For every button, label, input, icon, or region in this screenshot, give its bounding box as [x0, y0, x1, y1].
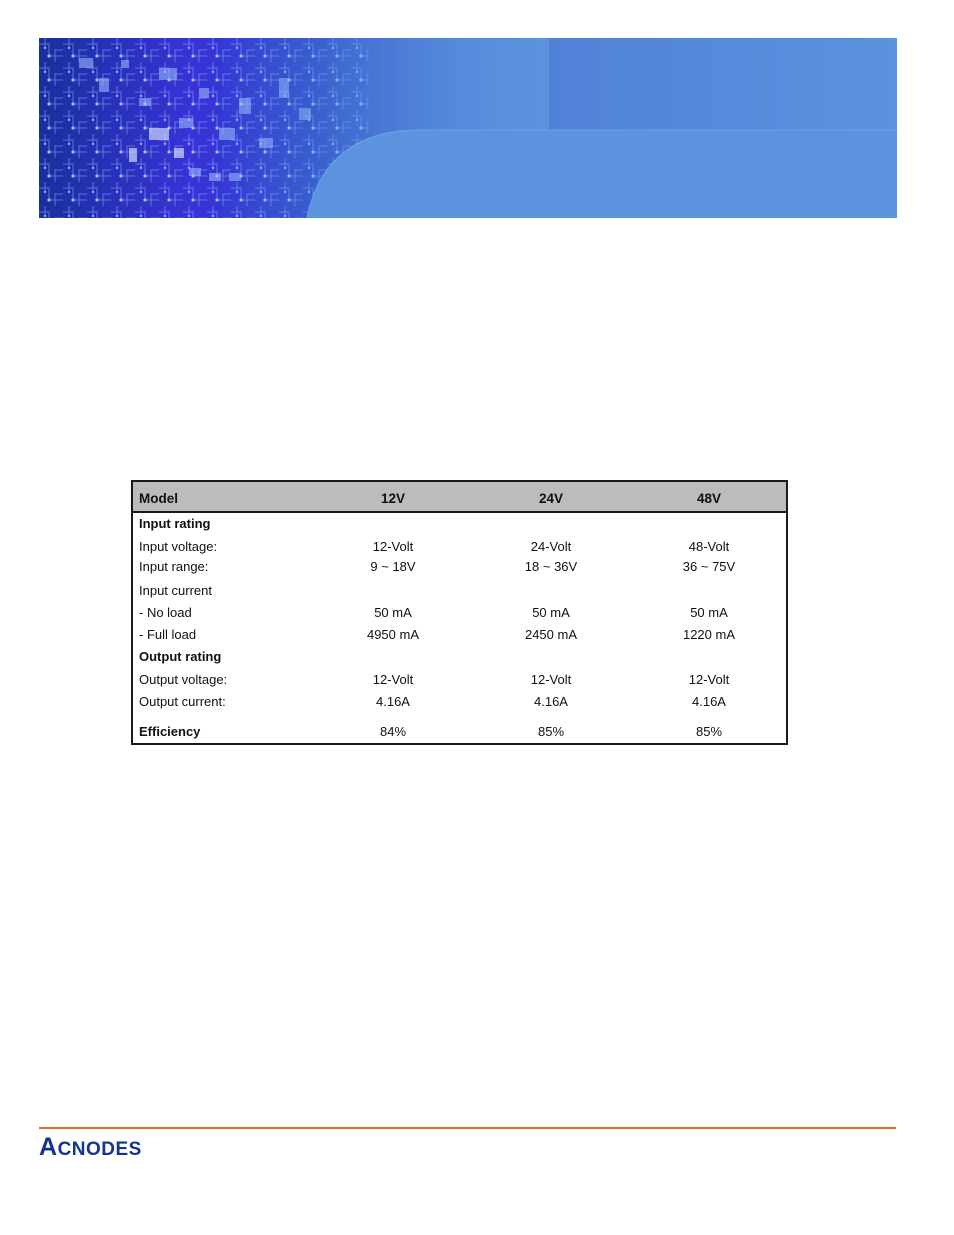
cell-24v: 12-Volt — [530, 672, 572, 687]
cell-48v: 50 mA — [690, 605, 728, 620]
cell-12v: 12-Volt — [372, 672, 414, 687]
header-24v: 24V — [538, 491, 564, 506]
cell-12v: 12-Volt — [372, 539, 414, 554]
table-row-input-current — [133, 583, 786, 601]
cell-12v: 4.16A — [376, 694, 410, 709]
table-row-no-load — [133, 605, 786, 623]
header-12v: 12V — [380, 491, 406, 506]
row-label: Input voltage: — [139, 539, 218, 554]
cell-24v: 85% — [537, 724, 565, 739]
logo-wordmark: CNODES — [57, 1139, 142, 1160]
cell-12v: 84% — [379, 724, 407, 739]
row-label: Input current — [139, 583, 212, 598]
cell-48v: 85% — [695, 724, 723, 739]
row-label: Input range: — [139, 559, 209, 574]
header-banner — [39, 38, 897, 218]
footer-divider — [39, 1127, 896, 1129]
cell-48v: 4.16A — [692, 694, 726, 709]
cell-24v: 4.16A — [534, 694, 568, 709]
row-label: Input rating — [139, 516, 211, 531]
cell-12v: 9 ~ 18V — [370, 559, 416, 574]
cell-24v: 24-Volt — [530, 539, 572, 554]
header-model: Model — [139, 491, 178, 506]
table-row-input-range — [133, 559, 786, 577]
circuit-board-graphic — [39, 38, 897, 218]
cell-12v: 50 mA — [374, 605, 412, 620]
cell-12v: 4950 mA — [366, 627, 420, 642]
cell-24v: 18 ~ 36V — [524, 559, 578, 574]
row-label: - Full load — [139, 627, 197, 642]
row-label: - No load — [139, 605, 192, 620]
cell-24v: 50 mA — [532, 605, 570, 620]
cell-48v: 12-Volt — [688, 672, 730, 687]
logo-initial: A — [39, 1133, 58, 1161]
cell-24v: 2450 mA — [524, 627, 578, 642]
table-header-row — [133, 482, 786, 513]
cell-48v: 1220 mA — [682, 627, 736, 642]
header-48v: 48V — [696, 491, 722, 506]
table-row-full-load — [133, 627, 786, 645]
table-row-efficiency — [133, 724, 786, 742]
table-row-output-voltage — [133, 672, 786, 690]
power-spec-table — [131, 480, 788, 745]
acnodes-logo — [39, 1133, 142, 1159]
row-label: Efficiency — [139, 724, 201, 739]
row-label: Output voltage: — [139, 672, 228, 687]
table-row-output-current — [133, 694, 786, 712]
table-row-input-rating — [133, 516, 786, 534]
cell-48v: 48-Volt — [688, 539, 730, 554]
row-label: Output current: — [139, 694, 226, 709]
table-row-input-voltage — [133, 539, 786, 557]
row-label: Output rating — [139, 649, 222, 664]
cell-48v: 36 ~ 75V — [682, 559, 736, 574]
table-row-output-rating — [133, 649, 786, 667]
